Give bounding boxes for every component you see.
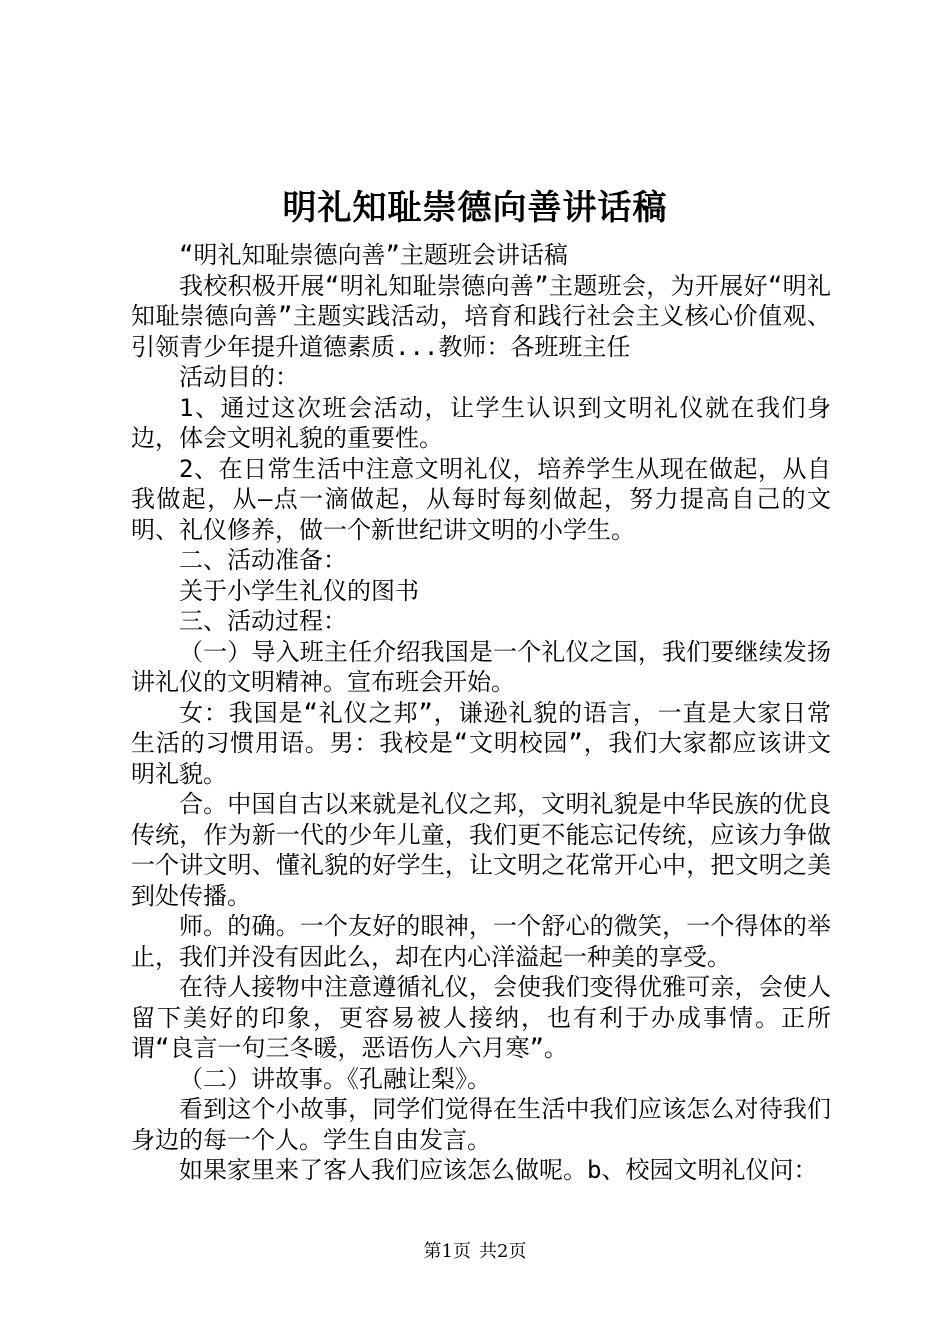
paragraph-prep-item: 关于小学生礼仪的图书 [179, 576, 419, 605]
paragraph-dialogue-2: 合。中国自古以来就是礼仪之邦，文明礼貌是中华民族的优良传统，作为新一代的少年儿童，我们更不能忘记传统，应该力争做一个讲文明、懂礼貌的好学生，让文明之花常开心中，把文明之美到处传播。 [131, 790, 831, 910]
document-body [131, 240, 831, 1186]
paragraph-teacher: 师。的确。一个友好的眼神，一个舒心的微笑，一个得体的举止，我们并没有因此么，却在内心洋溢起一种美的享受。 [131, 912, 831, 971]
paragraph-goal-heading: 活动目的： [179, 363, 299, 391]
paragraph-process-heading: 三、活动过程： [179, 607, 347, 635]
paragraph-subtitle: “明礼知耻崇德向善”主题班会讲话稿 [179, 241, 568, 269]
paragraph-story-heading: （二）讲故事。《孔融让梨》。 [179, 1064, 491, 1093]
paragraph-prep-heading: 二、活动准备： [179, 546, 347, 574]
paragraph-dialogue-1: 女：我国是“礼仪之邦”，谦逊礼貌的语言，一直是大家日常生活的习惯用语。男：我校是“文明校园”，我们大家都应该讲文明礼貌。 [131, 698, 831, 788]
page-number-total: 共2页 [479, 1241, 527, 1262]
paragraph-guest-question: 如果家里来了客人我们应该怎么做呢。b、校园文明礼仪问： [179, 1156, 818, 1184]
paragraph-goal-1: 1、通过这次班会活动，让学生认识到文明礼仪就在我们身边，体会文明礼貌的重要性。 [131, 393, 831, 452]
page-footer [0, 1240, 950, 1264]
document-title: 明礼知耻崇德向善讲话稿 [282, 188, 668, 228]
paragraph-etiquette: 在待人接物中注意遵循礼仪，会使我们变得优雅可亲，会使人留下美好的印象，更容易被人接纳，也有利于办成事情。正所谓“良言一句三冬暖，恶语伤人六月寒”。 [131, 973, 831, 1062]
paragraph-story-discussion: 看到这个小故事，同学们觉得在生活中我们应该怎么对待我们身边的每一个人。学生自由发言。 [131, 1095, 831, 1154]
paragraph-intro: 我校积极开展“明礼知耻崇德向善”主题班会，为开展好“明礼知耻崇德向善”主题实践活动，培育和践行社会主义核心价值观、引领青少年提升道德素质...教师：各班班主任 [131, 271, 831, 361]
paragraph-goal-2: 2、在日常生活中注意文明礼仪，培养学生从现在做起，从自我做起，从—点一滴做起，从每时每刻做起，努力提高自己的文明、礼仪修养，做一个新世纪讲文明的小学生。 [131, 454, 831, 544]
page-number-current: 第1页 [423, 1241, 471, 1262]
paragraph-process-1: （一）导入班主任介绍我国是一个礼仪之国，我们要继续发扬讲礼仪的文明精神。宣布班会开始。 [131, 637, 831, 696]
